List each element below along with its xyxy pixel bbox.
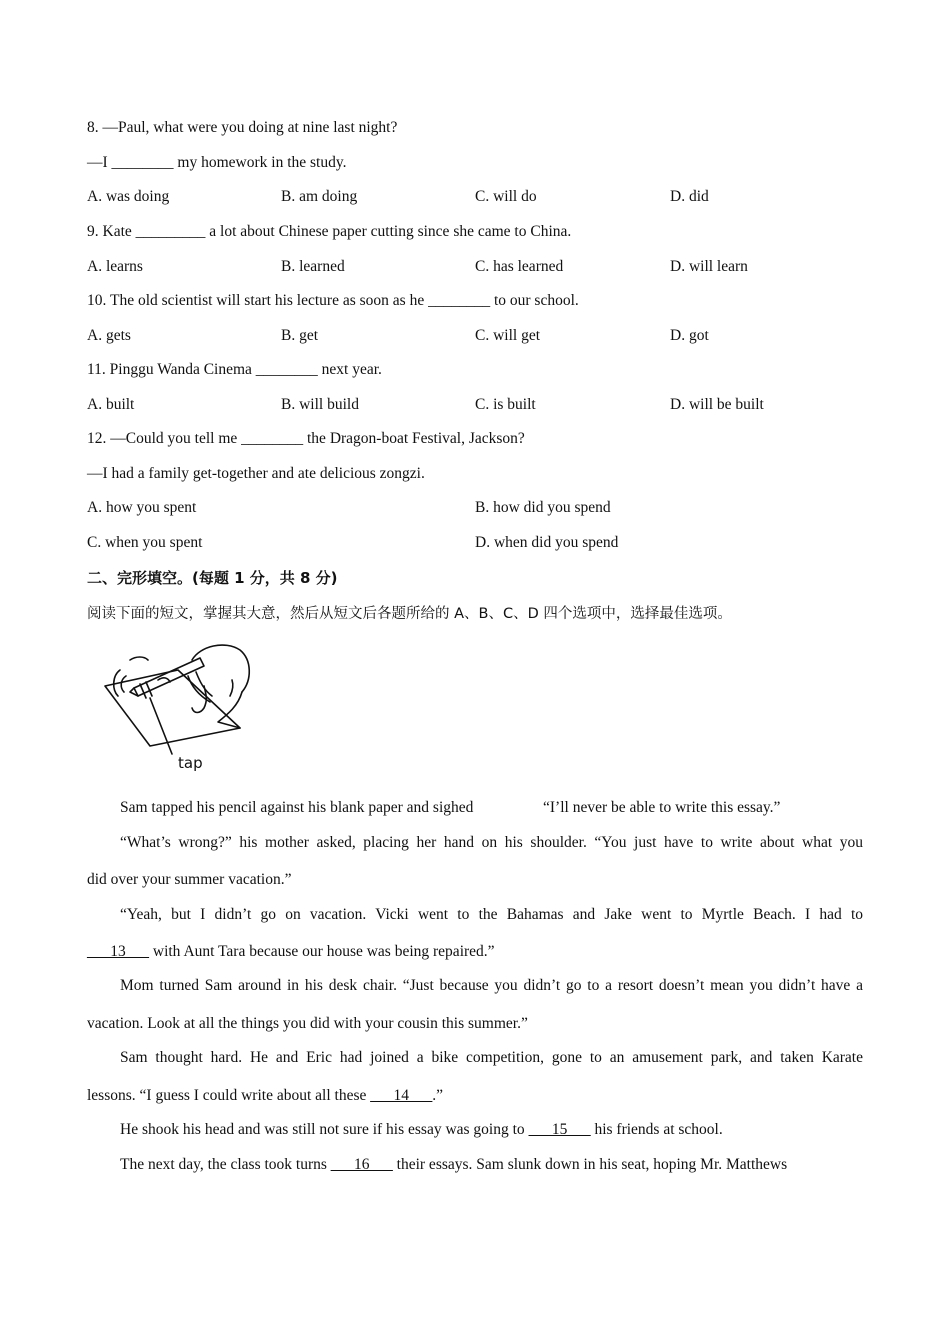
q11-option-b: B. will build	[281, 396, 359, 413]
q9-option-c: C. has learned	[475, 258, 564, 275]
passage-p3-line1: “Yeah, but I didn’t go on vacation. Vicki went to the Bahamas and Jake went to Myrtle Beach. I had to	[120, 906, 863, 923]
passage-p5-line2	[87, 1086, 443, 1106]
q10-option-d: D. got	[670, 327, 709, 344]
q8-dialogue: —I ________ my homework in the study.	[87, 154, 347, 171]
passage-p2-line1: “What’s wrong?” his mother asked, placing her hand on his shoulder. “You just have to write about what you	[120, 834, 863, 851]
q12-dialogue: —I had a family get-together and ate delicious zongzi.	[87, 465, 425, 482]
passage-p7-post: their essays. Sam slunk down in his seat, hoping Mr. Matthews	[392, 1156, 788, 1173]
q9-option-b: B. learned	[281, 258, 345, 275]
passage-p7	[120, 1155, 787, 1175]
q10-option-a: A. gets	[87, 327, 131, 344]
passage-p5-pre: lessons. “I guess I could write about all these	[87, 1087, 371, 1104]
q11-option-d: D. will be built	[670, 396, 764, 413]
passage-p6-pre: He shook his head and was still not sure if his essay was going to	[120, 1121, 529, 1138]
q8-option-b: B. am doing	[281, 188, 358, 205]
q9-stem: 9. Kate _________ a lot about Chinese paper cutting since she came to China.	[87, 223, 572, 240]
paper-shape	[105, 670, 240, 746]
q11-option-a: A. built	[87, 396, 135, 413]
q12-option-a: A. how you spent	[87, 499, 197, 516]
q11-option-c: C. is built	[475, 396, 536, 413]
q9-option-d: D. will learn	[670, 258, 748, 275]
q11-stem: 11. Pinggu Wanda Cinema ________ next year.	[87, 361, 382, 378]
blank-16: ___16___	[330, 1156, 393, 1173]
blank-14: ___14___	[370, 1087, 433, 1104]
q10-option-c: C. will get	[475, 327, 541, 344]
passage-p1-quote: “I’ll never be able to write this essay.”	[543, 799, 781, 816]
q8-option-c: C. will do	[475, 188, 537, 205]
q8-option-a: A. was doing	[87, 188, 170, 205]
blank-13: ___13___	[87, 943, 149, 960]
passage-p2-line2: did over your summer vacation.”	[87, 871, 292, 888]
passage-p3-rest: with Aunt Tara because our house was being repaired.”	[149, 943, 495, 960]
passage-p6	[120, 1120, 723, 1140]
passage-p6-post: his friends at school.	[590, 1121, 723, 1138]
blank-15: ___15___	[528, 1121, 591, 1138]
passage-p4-line1: Mom turned Sam around in his desk chair. “Just because you didn’t go to a resort doesn’t mean you didn’t have a	[120, 977, 863, 994]
passage-p1-start: Sam tapped his pencil against his blank paper and sighed	[120, 799, 474, 816]
section-heading: 二、完形填空。(每题 1 分，共 8 分)	[87, 569, 338, 587]
passage-p5-post: .”	[432, 1087, 444, 1104]
q10-stem: 10. The old scientist will start his lecture as soon as he ________ to our school.	[87, 292, 579, 309]
q12-option-d: D. when did you spend	[475, 534, 619, 551]
passage-p7-pre: The next day, the class took turns	[120, 1156, 331, 1173]
passage-p3-line2	[87, 942, 495, 962]
q12-option-b: B. how did you spend	[475, 499, 611, 516]
q8-stem: 8. —Paul, what were you doing at nine last night?	[87, 119, 398, 136]
passage-p4-line2: vacation. Look at all the things you did with your cousin this summer.”	[87, 1015, 528, 1032]
q10-option-b: B. get	[281, 327, 319, 344]
pencil-tap-illustration	[100, 636, 260, 778]
tap-label: tap	[178, 754, 203, 772]
section-instruction: 阅读下面的短文，掌握其大意，然后从短文后各题所给的 A、B、C、D 四个选项中，选择最佳选项。	[87, 606, 732, 622]
q9-option-a: A. learns	[87, 258, 143, 275]
q12-option-c: C. when you spent	[87, 534, 203, 551]
passage-p5-line1: Sam thought hard. He and Eric had joined a bike competition, gone to an amusement park, and taken Karate	[120, 1049, 863, 1066]
q8-option-d: D. did	[670, 188, 709, 205]
q12-stem: 12. —Could you tell me ________ the Dragon-boat Festival, Jackson?	[87, 430, 525, 447]
